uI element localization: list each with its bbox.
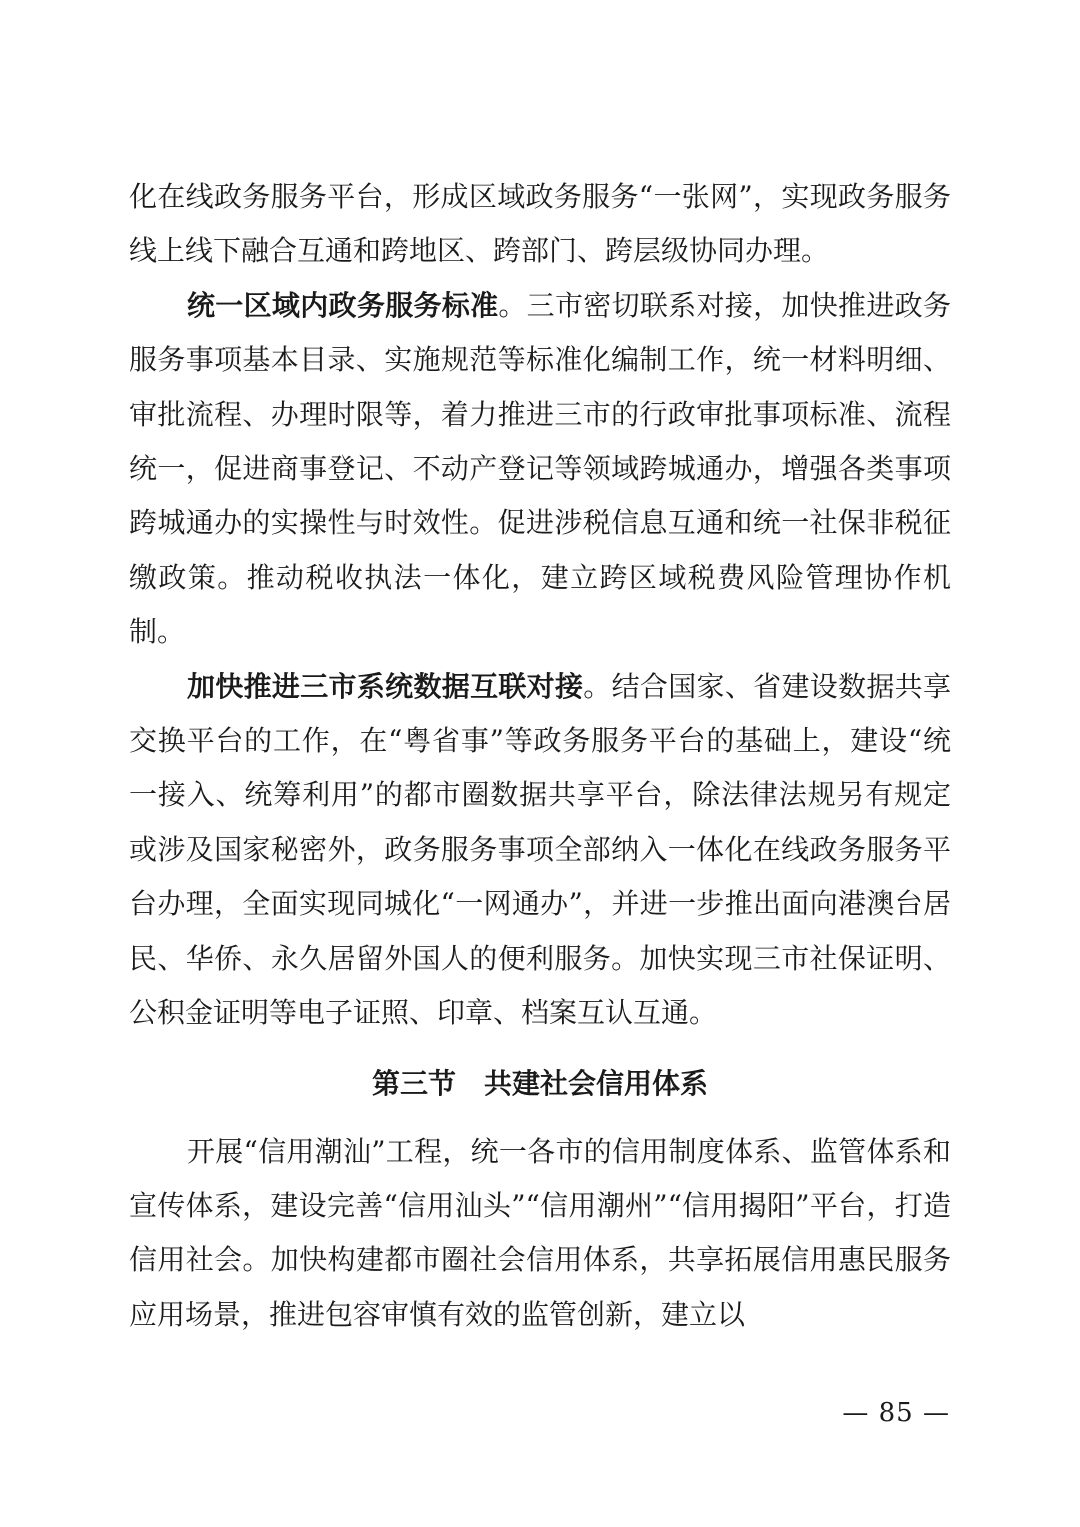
section-title: 第三节 共建社会信用体系 bbox=[371, 1066, 708, 1100]
paragraph-2 bbox=[129, 279, 951, 660]
paragraph-3-heading: 加快推进三市系统数据互联对接 bbox=[187, 669, 584, 703]
paragraph-4-text: 开展“信用潮汕”工程，统一各市的信用制度体系、监管体系和宣传体系，建设完善“信用汕头”“信用潮州”“信用揭阳”平台，打造信用社会。加快构建都市圈社会信用体系，共享拓展信用惠民服务应用场景，推进包容审慎有效的监管创新，建立以 bbox=[129, 1134, 951, 1331]
document-body bbox=[129, 170, 951, 1342]
paragraph-4 bbox=[129, 1125, 951, 1343]
paragraph-2-text: 。三市密切联系对接，加快推进政务服务事项基本目录、实施规范等标准化编制工作，统一材料明细、审批流程、办理时限等，着力推进三市的行政审批事项标准、流程统一，促进商事登记、不动产登记等领域跨城通办，增强各类事项跨城通办的实操性与时效性。促进涉税信息互通和统一社保非税征缴政策。推动税收执法一体化，建立跨区域税费风险管理协作机制。 bbox=[129, 288, 951, 649]
paragraph-3-text: 。结合国家、省建设数据共享交换平台的工作，在“粤省事”等政务服务平台的基础上，建设“统一接入、统筹利用”的都市圈数据共享平台，除法律法规另有规定或涉及国家秘密外，政务服务事项全部纳入一体化在线政务服务平台办理，全面实现同城化“一网通办”，并进一步推出面向港澳台居民、华侨、永久居留外国人的便利服务。加快实现三市社保证明、公积金证明等电子证照、印章、档案互认互通。 bbox=[129, 669, 951, 1030]
page-number: — 85 — bbox=[842, 1398, 950, 1428]
paragraph-2-heading: 统一区域内政务服务标准 bbox=[187, 288, 499, 322]
paragraph-1 bbox=[129, 170, 951, 279]
paragraph-1-text: 化在线政务服务平台，形成区域政务服务“一张网”，实现政务服务线上线下融合互通和跨地区、跨部门、跨层级协同办理。 bbox=[129, 180, 951, 268]
paragraph-3 bbox=[129, 660, 951, 1041]
